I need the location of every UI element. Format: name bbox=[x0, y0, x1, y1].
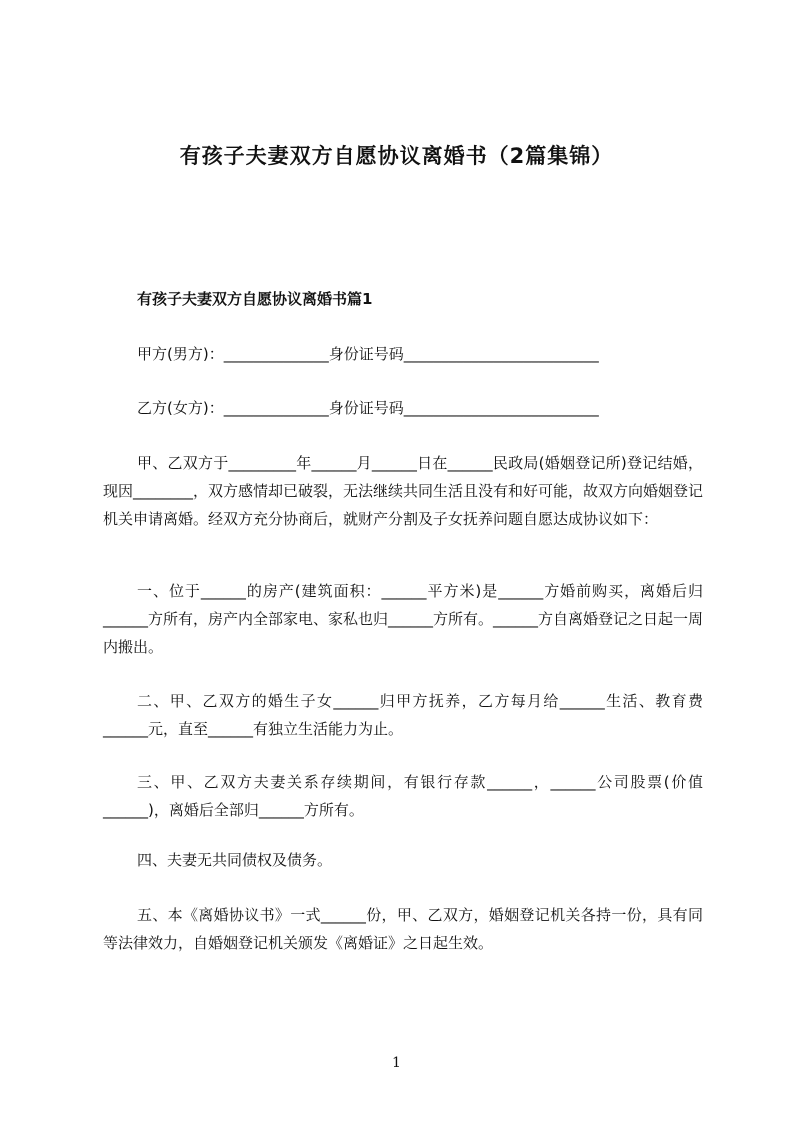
section-title: 有孩子夫妻双方自愿协议离婚书篇1 bbox=[137, 290, 373, 308]
clause-3-paragraph: 三、甲、乙双方夫妻关系存续期间，有银行存款______，______公司股票(价值______)，离婚后全部归______方所有。 bbox=[103, 773, 703, 819]
clause-5-paragraph: 五、本《离婚协议书》一式______份，甲、乙双方，婚姻登记机关各持一份，具有同等法律效力，自婚姻登记机关颁发《离婚证》之日起生效。 bbox=[103, 906, 703, 952]
page-number: 1 bbox=[392, 1055, 401, 1071]
clause-1-paragraph: 一、位于______的房产(建筑面积：______平方米)是______方婚前购买，离婚后归______方所有，房产内全部家电、家私也归______方所有。______方自离婚登记之日起一周内搬出。 bbox=[103, 582, 704, 656]
clause-4-paragraph: 四、夫妻无共同债权及债务。 bbox=[137, 851, 333, 869]
document-title: 有孩子夫妻双方自愿协议离婚书（2篇集锦） bbox=[179, 144, 614, 168]
party-b-line: 乙方(女方)：______________身份证号码__________________________ bbox=[137, 399, 599, 417]
party-a-line: 甲方(男方)：______________身份证号码__________________________ bbox=[137, 345, 599, 363]
intro-paragraph: 甲、乙双方于_________年______月______日在______民政局(婚姻登记所)登记结婚，现因________，双方感情却已破裂，无法继续共同生活且没有和好可能，故双方向婚姻登记机关申请离婚。经双方充分协商后，就财产分割及子女抚养问题自愿达成协议如下： bbox=[103, 454, 704, 528]
clause-2-paragraph: 二、甲、乙双方的婚生子女______归甲方抚养，乙方每月给______生活、教育费______元，直至______有独立生活能力为止。 bbox=[103, 692, 703, 738]
